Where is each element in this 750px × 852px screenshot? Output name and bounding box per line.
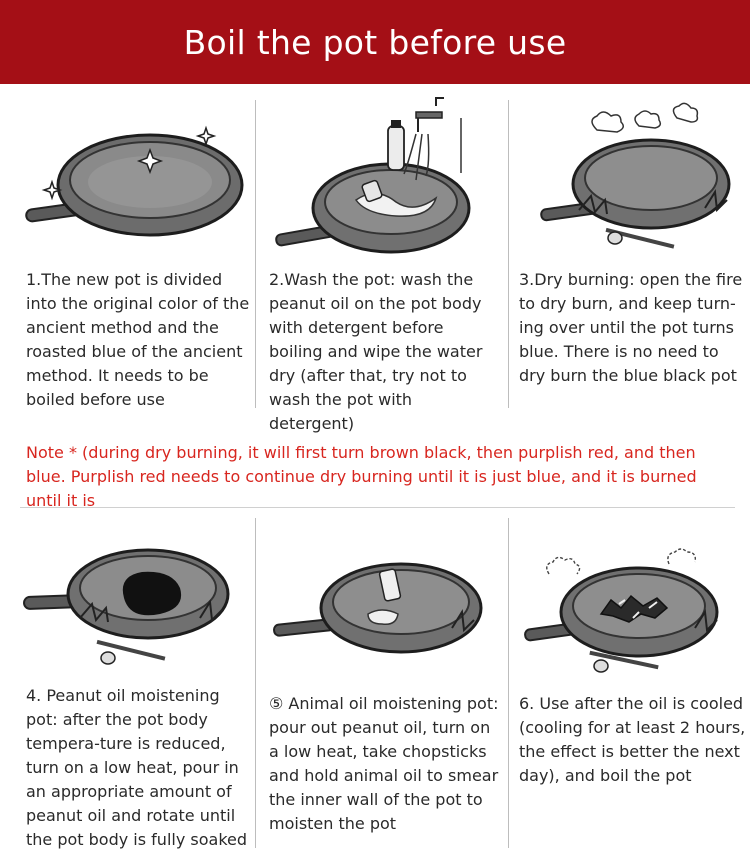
page-title: Boil the pot before use <box>183 22 567 62</box>
dry-burning-illustration <box>509 90 750 260</box>
step-2 <box>256 90 508 433</box>
step-6-caption: 6. Use after the oil is cooled (cooling for at least 2 hours, the effect is better the next day), and boil the pot <box>519 694 746 785</box>
step-4-caption: 4. Peanut oil moistening pot: after the pot body tempera-ture is reduced, turn on a low heat, pour in an appropriate amount of peanut oil and rotate until the pot body is fully soaked <box>26 686 248 849</box>
step-1-caption: 1.The new pot is divided into the original color of the ancient method and the roasted blue of the ancient method. It needs to be boiled before use <box>26 270 250 409</box>
step-5-caption: ⑤ Animal oil moistening pot: pour out peanut oil, turn on a low heat, take chopsticks and hold animal oil to smear the inner wall of the pot to moisten the pot <box>269 694 499 833</box>
step-3 <box>509 90 750 420</box>
cooking-wok-illustration <box>509 518 750 688</box>
step-3-caption: 3.Dry burning: open the fire to dry burn, and keep turn-ing over until the pot turns blue. There is no need to dry burn the blue black pot <box>519 270 743 385</box>
dry-burning-note: Note * (during dry burning, it will first turn brown black, then purplish red, and then blue. Purplish red needs to continue dry burning until it is just blue, and it is burned until it is <box>26 443 697 510</box>
step-6 <box>509 518 750 852</box>
new-wok-illustration <box>0 90 255 260</box>
peanut-oil-wok-illustration <box>0 518 255 688</box>
step-5 <box>256 518 508 852</box>
step-2-caption: 2.Wash the pot: wash the peanut oil on the pot body with detergent before boiling and wipe the water dry (after that, try not to wash the pot with detergent) <box>269 270 483 433</box>
washing-wok-illustration <box>256 90 508 260</box>
step-1 <box>0 90 255 420</box>
animal-oil-wok-illustration <box>256 518 508 688</box>
title-banner <box>0 0 750 84</box>
step-4 <box>0 518 255 852</box>
